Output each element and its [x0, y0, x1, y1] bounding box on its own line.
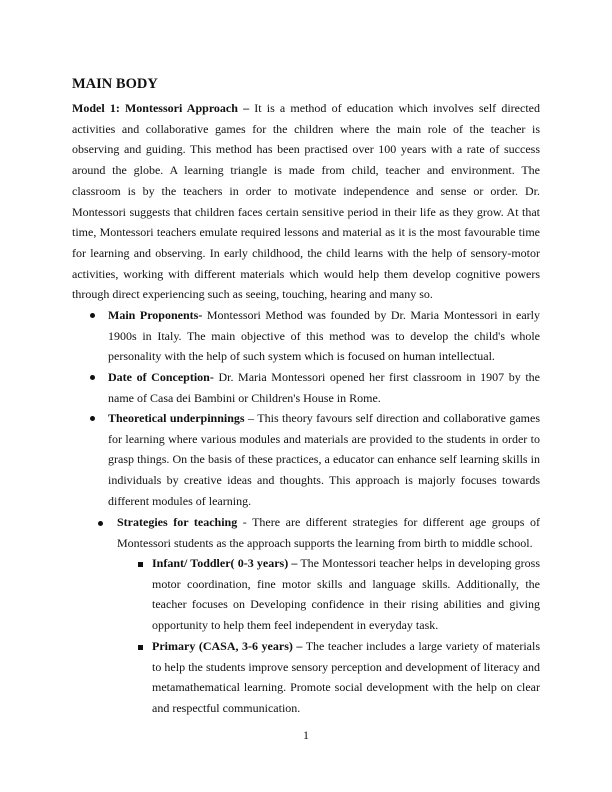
intro-paragraph	[72, 98, 540, 305]
item-text: The Montessori teacher helps in developing gross motor coordination, fine motor skills and language skills. Additionally, the teacher focuses on Developing confidence in their rising abilities and giving opportunity to help them feel independent in everyday task.	[152, 556, 540, 633]
square-bullet-icon	[138, 562, 143, 567]
item-text: Montessori Method was founded by Dr. Maria Montessori in early 1900s in Italy. The main objective of this method was to develop the child's whole personality with the help of such system which is focused on human intellectual.	[108, 308, 540, 364]
sub-list-item-infant-toddler	[152, 553, 540, 636]
item-text: The teacher includes a large variety of materials to help the students improve sensory perception and development of literacy and metamathematical learning. Promote social development with the help on clear and respectful communication.	[152, 639, 541, 716]
list-item-theoretical-underpinnings	[108, 408, 540, 512]
item-lead: Theoretical underpinnings	[108, 411, 245, 425]
paragraph-lead: Model 1: Montessori Approach –	[72, 101, 250, 115]
square-bullet-icon	[138, 645, 143, 650]
item-lead: Primary (CASA, 3-6 years) –	[152, 639, 303, 653]
bullet-icon	[98, 521, 103, 526]
page-number: 1	[303, 728, 309, 742]
list-item-date-of-conception	[108, 367, 540, 408]
item-text: Dr. Maria Montessori opened her first classroom in 1907 by the name of Casa dei Bambini or Children's House in Rome.	[108, 370, 540, 405]
list-item-strategies-for-teaching	[117, 512, 540, 553]
item-lead: Main Proponents-	[108, 308, 203, 322]
bullet-icon	[90, 416, 95, 421]
item-lead: Date of Conception-	[108, 370, 214, 384]
bullet-icon	[90, 375, 95, 380]
item-text: - There are different strategies for different age groups of Montessori students as the approach supports the learning from birth to middle school.	[117, 515, 540, 550]
item-text: – This theory favours self direction and collaborative games for learning where various modules and materials are provided to the students in order to grasp things. On the basis of these practices, a educator can enhance self learning skills in individuals by creative ideas and thoughts. This approach is majorly focuses towards different modules of learning.	[108, 411, 541, 508]
item-lead: Strategies for teaching	[117, 515, 238, 529]
sub-list-item-primary	[152, 636, 540, 719]
bullet-icon	[90, 313, 95, 318]
section-heading: MAIN BODY	[72, 76, 158, 92]
item-lead: Infant/ Toddler( 0-3 years) –	[152, 556, 298, 570]
paragraph-text: It is a method of education which involves self directed activities and collaborative games for the children where the main role of the teacher is observing and guiding. This method has been practised over 100 years with a rate of success around the globe. A learning triangle is made from child, teacher and environment. The classroom is by the teachers in order to motivate independence and sense or order. Dr. Montessori suggests that children faces certain sensitive period in their life as they grow. At that time, Montessori teachers emulate required lessons and material as it is the most favourable time for learning and observing. In early childhood, the child learns with the help of sensory-motor activities, working with different materials which would help them develop cognitive powers through direct experiencing such as seeing, touching, hearing and many so.	[72, 101, 540, 302]
list-item-main-proponents	[108, 305, 540, 367]
